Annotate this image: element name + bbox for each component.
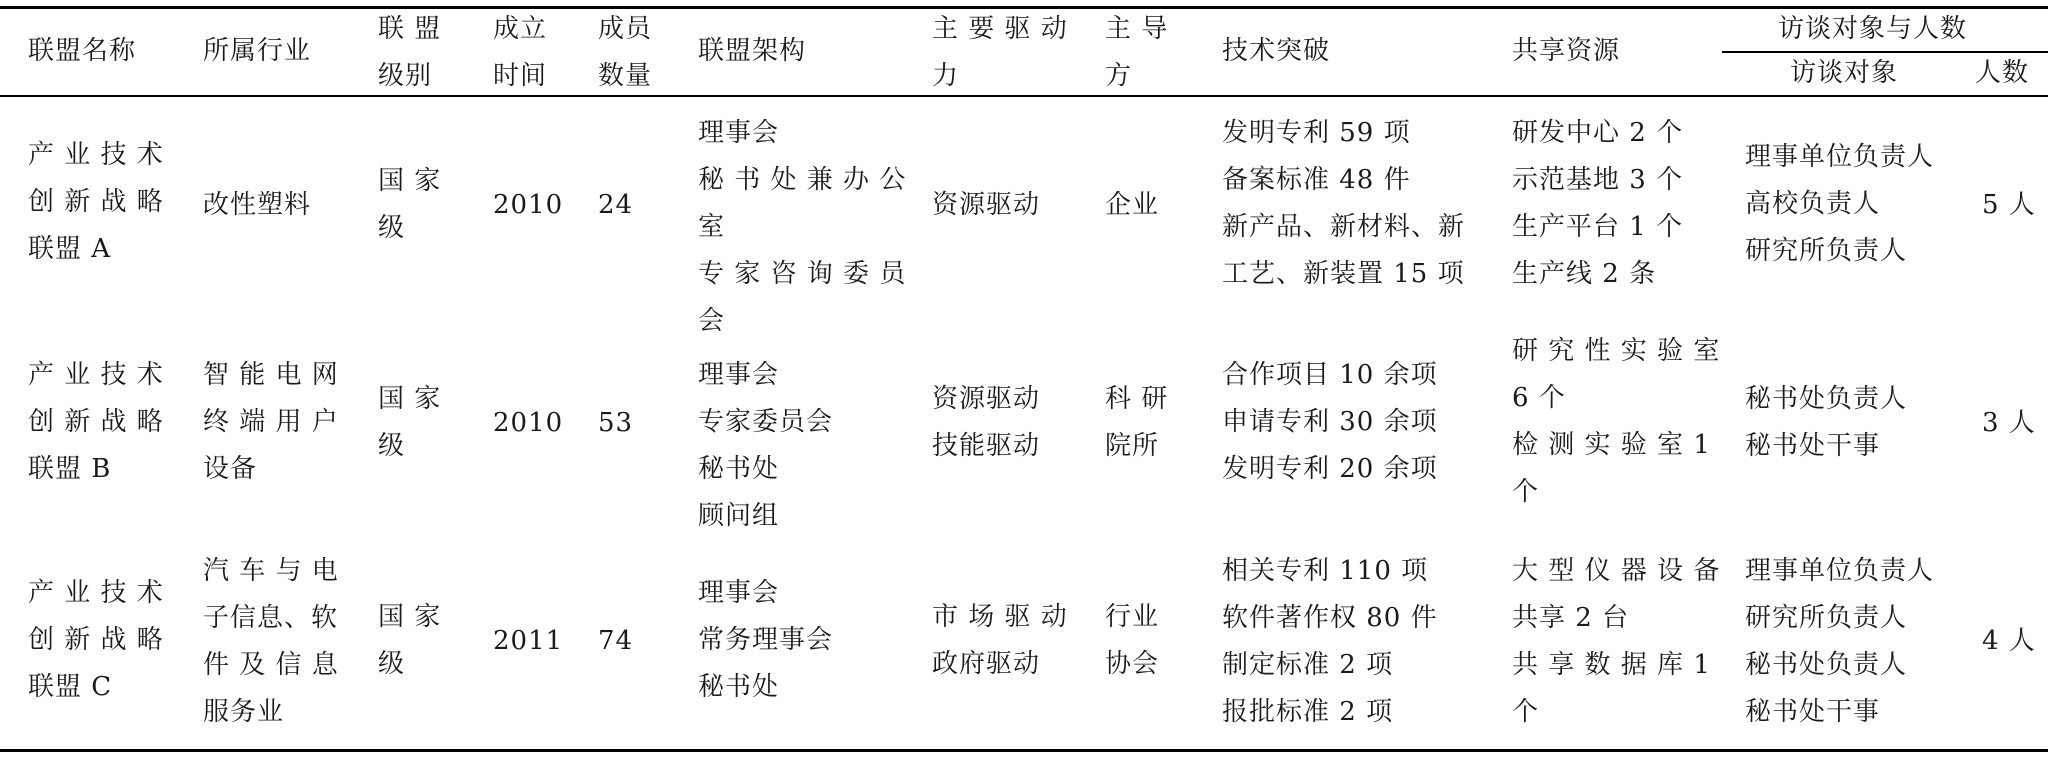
header-founded: 成立 时间 xyxy=(493,14,548,91)
row-a-founded: 2010 xyxy=(493,190,564,220)
header-interview-group: 访谈对象与人数 xyxy=(1778,14,1968,44)
row-c-structure: 理事会 常务理事会 秘书处 xyxy=(698,578,834,702)
row-a-interviewees: 理事单位负责人 高校负责人 研究所负责人 xyxy=(1745,142,1935,266)
header-name: 联盟名称 xyxy=(28,36,137,66)
row-c-interviewees: 理事单位负责人 研究所负责人 秘书处负责人 秘书处干事 xyxy=(1745,556,1935,727)
row-c-leader: 行业 协会 xyxy=(1105,602,1160,679)
header-structure: 联盟架构 xyxy=(698,36,807,66)
row-a-count: 5 人 xyxy=(1982,190,2036,220)
row-c-name: 产 业 技 术 创 新 战 略 联盟 C xyxy=(28,578,164,702)
row-a-members: 24 xyxy=(598,190,634,220)
row-c-count: 4 人 xyxy=(1982,626,2036,656)
row-c-shared: 大 型 仪 器 设 备 共享 2 台 共 享 数 据 库 1 个 xyxy=(1512,556,1721,727)
row-b-driver: 资源驱动 技能驱动 xyxy=(932,384,1041,461)
row-c-industry: 汽 车 与 电 子信息、软 件 及 信 息 服务业 xyxy=(203,556,339,727)
row-a-shared: 研发中心 2 个 示范基地 3 个 生产平台 1 个 生产线 2 条 xyxy=(1512,118,1684,289)
row-c-tech: 相关专利 110 项 软件著作权 80 件 制定标准 2 项 报批标准 2 项 xyxy=(1222,556,1438,727)
header-count: 人数 xyxy=(1975,58,2030,88)
header-leader: 主 导 方 xyxy=(1105,14,1169,91)
row-a-leader: 企业 xyxy=(1105,190,1160,220)
row-b-tech: 合作项目 10 余项 申请专利 30 余项 发明专利 20 余项 xyxy=(1222,360,1438,484)
row-b-name: 产 业 技 术 创 新 战 略 联盟 B xyxy=(28,360,164,484)
row-b-structure: 理事会 专家委员会 秘书处 顾问组 xyxy=(698,360,834,531)
row-b-count: 3 人 xyxy=(1982,408,2036,438)
header-interviewees: 访谈对象 xyxy=(1790,58,1899,88)
bottom-rule xyxy=(0,749,2048,752)
row-a-structure: 理事会 秘 书 处 兼 办 公 室 专 家 咨 询 委 员 会 xyxy=(698,118,907,336)
row-a-industry: 改性塑料 xyxy=(203,190,312,220)
header-industry: 所属行业 xyxy=(203,36,312,66)
row-a-tech: 发明专利 59 项 备案标准 48 件 新产品、新材料、新 工艺、新装置 15 项 xyxy=(1222,118,1466,289)
header-members: 成员 数量 xyxy=(598,14,653,91)
row-c-driver: 市 场 驱 动 政府驱动 xyxy=(932,602,1068,679)
row-c-founded: 2011 xyxy=(493,626,564,656)
row-b-interviewees: 秘书处负责人 秘书处干事 xyxy=(1745,384,1908,461)
header-driver: 主 要 驱 动 力 xyxy=(932,14,1068,91)
row-a-level: 国 家 级 xyxy=(378,166,442,243)
row-b-founded: 2010 xyxy=(493,408,564,438)
row-b-level: 国 家 级 xyxy=(378,384,442,461)
row-a-driver: 资源驱动 xyxy=(932,190,1041,220)
row-b-shared: 研 究 性 实 验 室 6 个 检 测 实 验 室 1 个 xyxy=(1512,336,1721,507)
row-b-leader: 科 研 院所 xyxy=(1105,384,1169,461)
row-c-members: 74 xyxy=(598,626,634,656)
row-c-level: 国 家 级 xyxy=(378,602,442,679)
row-b-members: 53 xyxy=(598,408,634,438)
header-level: 联 盟 级别 xyxy=(378,14,442,91)
header-tech: 技术突破 xyxy=(1222,36,1331,66)
header-shared: 共享资源 xyxy=(1512,36,1621,66)
row-b-industry: 智 能 电 网 终 端 用 户 设备 xyxy=(203,360,339,484)
row-a-name: 产 业 技 术 创 新 战 略 联盟 A xyxy=(28,140,164,264)
